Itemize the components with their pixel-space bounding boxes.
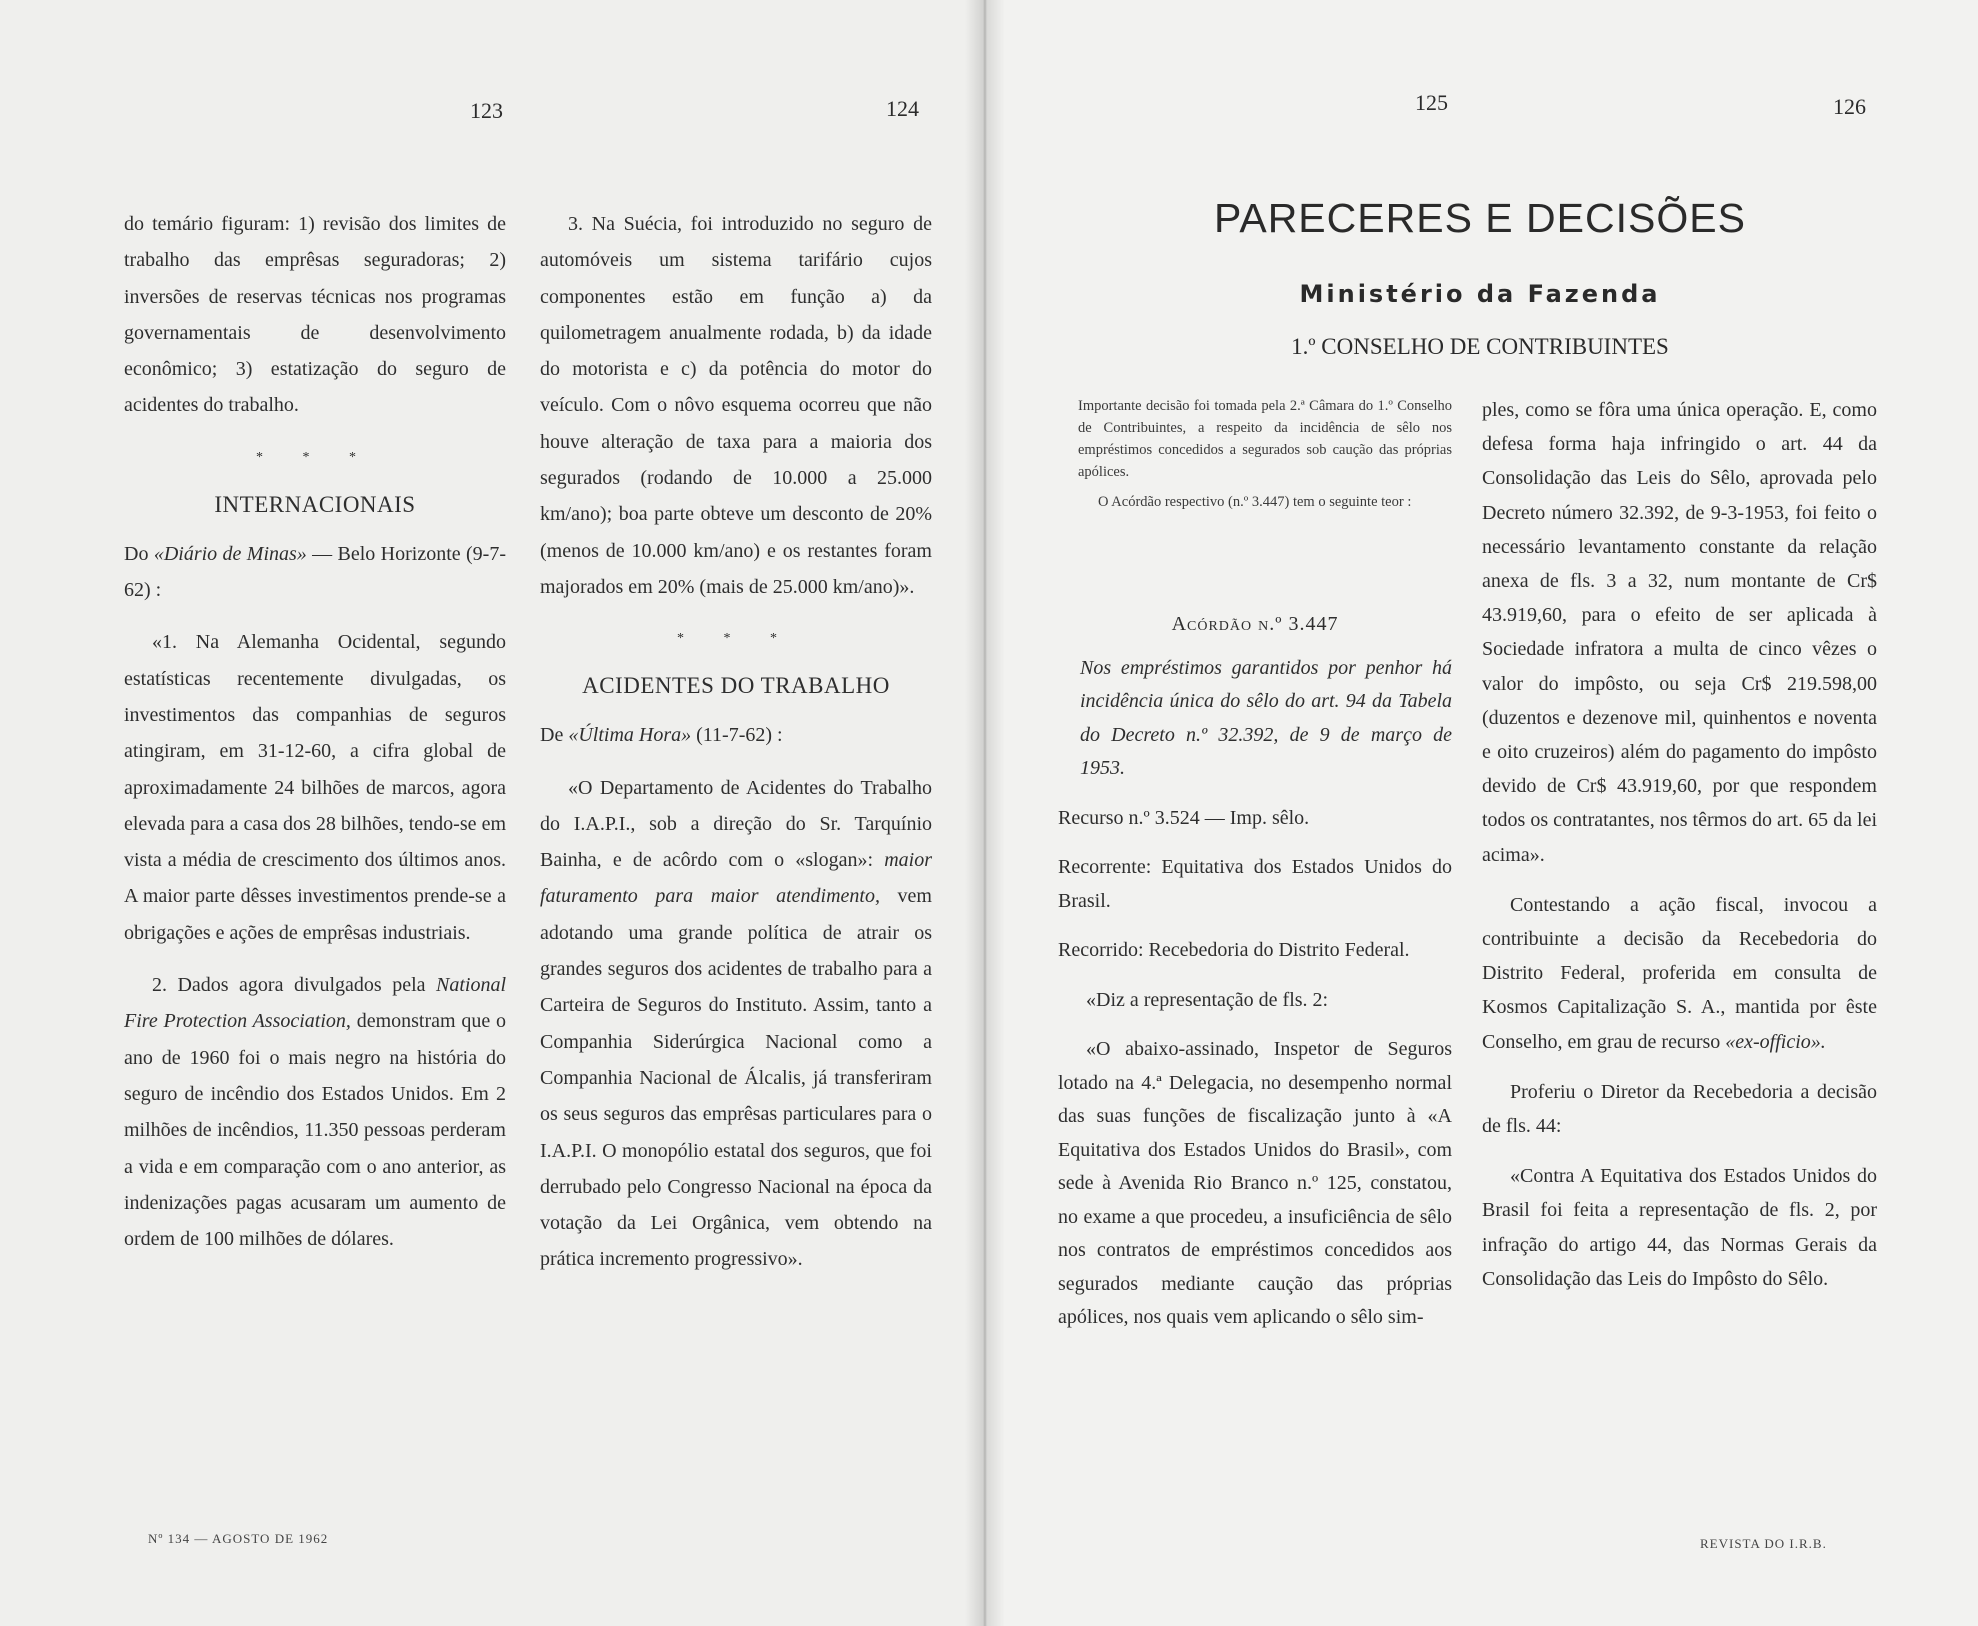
column-page-124 <box>540 206 932 1278</box>
paragraph: do temário figuram: 1) revisão dos limites de trabalho das emprêsas seguradoras; 2) inversões de reservas técnicas nos programas governamentais de desenvolvimento econômico; 3) estatização do seguro de acidentes do trabalho. <box>124 213 506 417</box>
paragraph: «O Departamento de Acidentes do Trabalho do I.A.P.I., sob a direção do Sr. Tarquínio Bainha, e de acôrdo com o «slogan»: maior faturamento para maior atendimento, vem adotando uma grande política de atrair os grandes seguros dos acidentes de trabalho para a Carteira de Seguros do Instituto. Assim, tanto a Companhia Siderúrgica Nacional como a Companhia Nacional de Álcalis, já transferiram os seus seguros das emprêsas particulares para o I.A.P.I. O monopólio estatal dos seguros, que foi derrubado pelo Congresso Nacional na época da votação da Lei Orgânica, vem obtendo na prática incremento progressivo». <box>540 776 932 1271</box>
page-number-125: 125 <box>1415 90 1448 115</box>
section-divider: * * * <box>256 449 374 465</box>
paragraph: 2. Dados agora divulgados pela National Fire Protection Association, demonstram que o ano de 1960 foi o mais negro na história do seguro de incêndio dos Estados Unidos. Em 2 milhões de incêndios, 11.350 pessoas perderam a vida e em comparação com o ano anterior, as indenizações pagas acusaram um aumento de ordem de 100 milhões de dólares. <box>124 974 506 1251</box>
source-line: Do «Diário de Minas» — Belo Horizonte (9-7-62) : <box>124 542 507 602</box>
column-page-126 <box>1482 393 1877 1296</box>
recorrido-line: Recorrido: Recebedoria do Distrito Federal. <box>1058 939 1410 961</box>
summary-paragraph: O Acórdão respectivo (n.º 3.447) tem o seguinte teor : <box>1098 494 1412 510</box>
section-divider: * * * <box>677 631 795 647</box>
conselho-heading: 1.º CONSELHO DE CONTRIBUINTES <box>1291 334 1669 359</box>
paragraph: Contestando a ação fiscal, invocou a contribuinte a decisão da Recebedoria do Distrito Federal, proferida em consulta de Kosmos Capitalização S. A., mantida por êste Conselho, em grau de recurso «ex-officio». <box>1482 893 1877 1053</box>
footer-issue: Nº 134 — AGOSTO DE 1962 <box>148 1531 329 1546</box>
source-name: «Diário de Minas» <box>153 542 307 565</box>
slogan: maior faturamento para maior atendimento, <box>540 849 932 908</box>
footer-journal: REVISTA DO I.R.B. <box>1700 1536 1827 1551</box>
source-name: «Última Hora» <box>568 724 692 747</box>
ementa: Nos empréstimos garantidos por penhor há incidência única do sêlo do art. 94 da Tabela do Decreto n.º 32.392, de 9 de março de 1953. <box>1080 656 1452 779</box>
page-number-124: 124 <box>886 96 919 121</box>
section-title-pareceres: PARECERES E DECISÕES <box>1214 195 1746 241</box>
summary-paragraph: Importante decisão foi tomada pela 2.ª Câmara do 1.º Conselho de Contribuintes, a respeito da incidência de sêlo nos empréstimos concedidos a segurados sob caução das próprias apólices. <box>1078 398 1452 480</box>
recurso-line: Recurso n.º 3.524 — Imp. sêlo. <box>1058 806 1310 829</box>
section-heading-acidentes: ACIDENTES DO TRABALHO <box>582 673 890 699</box>
paragraph: «Contra A Equitativa dos Estados Unidos do Brasil foi feita a representação de fls. 2, por infração do artigo 44, das Normas Gerais da Consolidação das Leis do Impôsto do Sêlo. <box>1482 1165 1877 1290</box>
book-gutter <box>965 0 1005 1626</box>
paragraph: «O abaixo-assinado, Inspetor de Seguros lotado na 4.ª Delegacia, no desempenho normal das suas funções de fiscalização junto à «A Equitativa dos Estados Unidos do Brasil», com sede à Avenida Rio Branco n.º 125, constatou, no exame a que procedeu, a insuficiência de sêlo nos contratos de empréstimos concedidos aos segurados mediante caução das próprias apólices, nos quais vem aplicando o sêlo sim- <box>1058 1038 1452 1328</box>
decision-summary <box>1078 395 1452 513</box>
paragraph: «Diz a representação de fls. 2: <box>1086 988 1329 1011</box>
page-number-126: 126 <box>1833 94 1866 119</box>
paragraph: 3. Na Suécia, foi introduzido no seguro de automóveis um sistema tarifário cujos componentes estão em função a) da quilometragem anualmente rodada, b) da idade do motorista e c) da potência do motor do veículo. Com o nôvo esquema ocorreu que não houve alteração de taxa para a maioria dos segurados (rodando de 10.000 a 25.000 km/ano); boa parte obteve um desconto de 20% (menos de 10.000 km/ano) e os restantes foram majorados em 20% (mais de 25.000 km/ano)». <box>540 213 932 598</box>
ministry-heading: Ministério da Fazenda <box>1299 280 1661 308</box>
paragraph: ples, como se fôra uma única operação. E, como defesa forma haja infringido o art. 44 da Consolidação das Leis do Sêlo, aprovada pelo Decreto número 32.392, de 9-3-1953, foi feito o necessário levantamento constante da relação anexa de fls. 3 a 32, num montante de Cr$ 43.919,60, para o efeito de ser aplicada à Sociedade infratora a multa de cinco vêzes o valor do impôsto, ou seja Cr$ 219.598,00 (duzentos e dezenove mil, quinhentos e noventa e oito cruzeiros) além do pagamento do impôsto devido de Cr$ 43.919,60, por que respondem todos os contratantes, nos têrmos do art. 65 da lei acima». <box>1482 399 1877 866</box>
column-page-125 <box>1058 590 1452 1335</box>
latin-term: «ex-officio». <box>1725 1030 1826 1053</box>
acordao-heading: Acórdão n.º 3.447 <box>1171 613 1339 635</box>
recorrente-line: Recorrente: Equitativa dos Estados Unidos do Brasil. <box>1058 856 1452 912</box>
paragraph: «1. Na Alemanha Ocidental, segundo estatísticas recentemente divulgadas, os investimentos das companhias de seguros atingiram, em 31-12-60, a cifra global de aproximadamente 24 bilhões de marcos, agora elevada para a casa dos 28 bilhões, tendo-se em vista a média de crescimento dos últimos anos. A maior parte dêsses investimentos prende-se a obrigações e ações de emprêsas industriais. <box>124 631 506 944</box>
page-number-123: 123 <box>470 98 503 123</box>
source-line: De «Última Hora» (11-7-62) : <box>540 724 783 747</box>
paragraph: Proferiu o Diretor da Recebedoria a decisão de fls. 44: <box>1482 1080 1877 1138</box>
organization-name: National Fire Protection Association, <box>124 974 506 1033</box>
column-page-123 <box>124 206 506 1257</box>
section-heading-internacionais: INTERNACIONAIS <box>214 491 416 517</box>
